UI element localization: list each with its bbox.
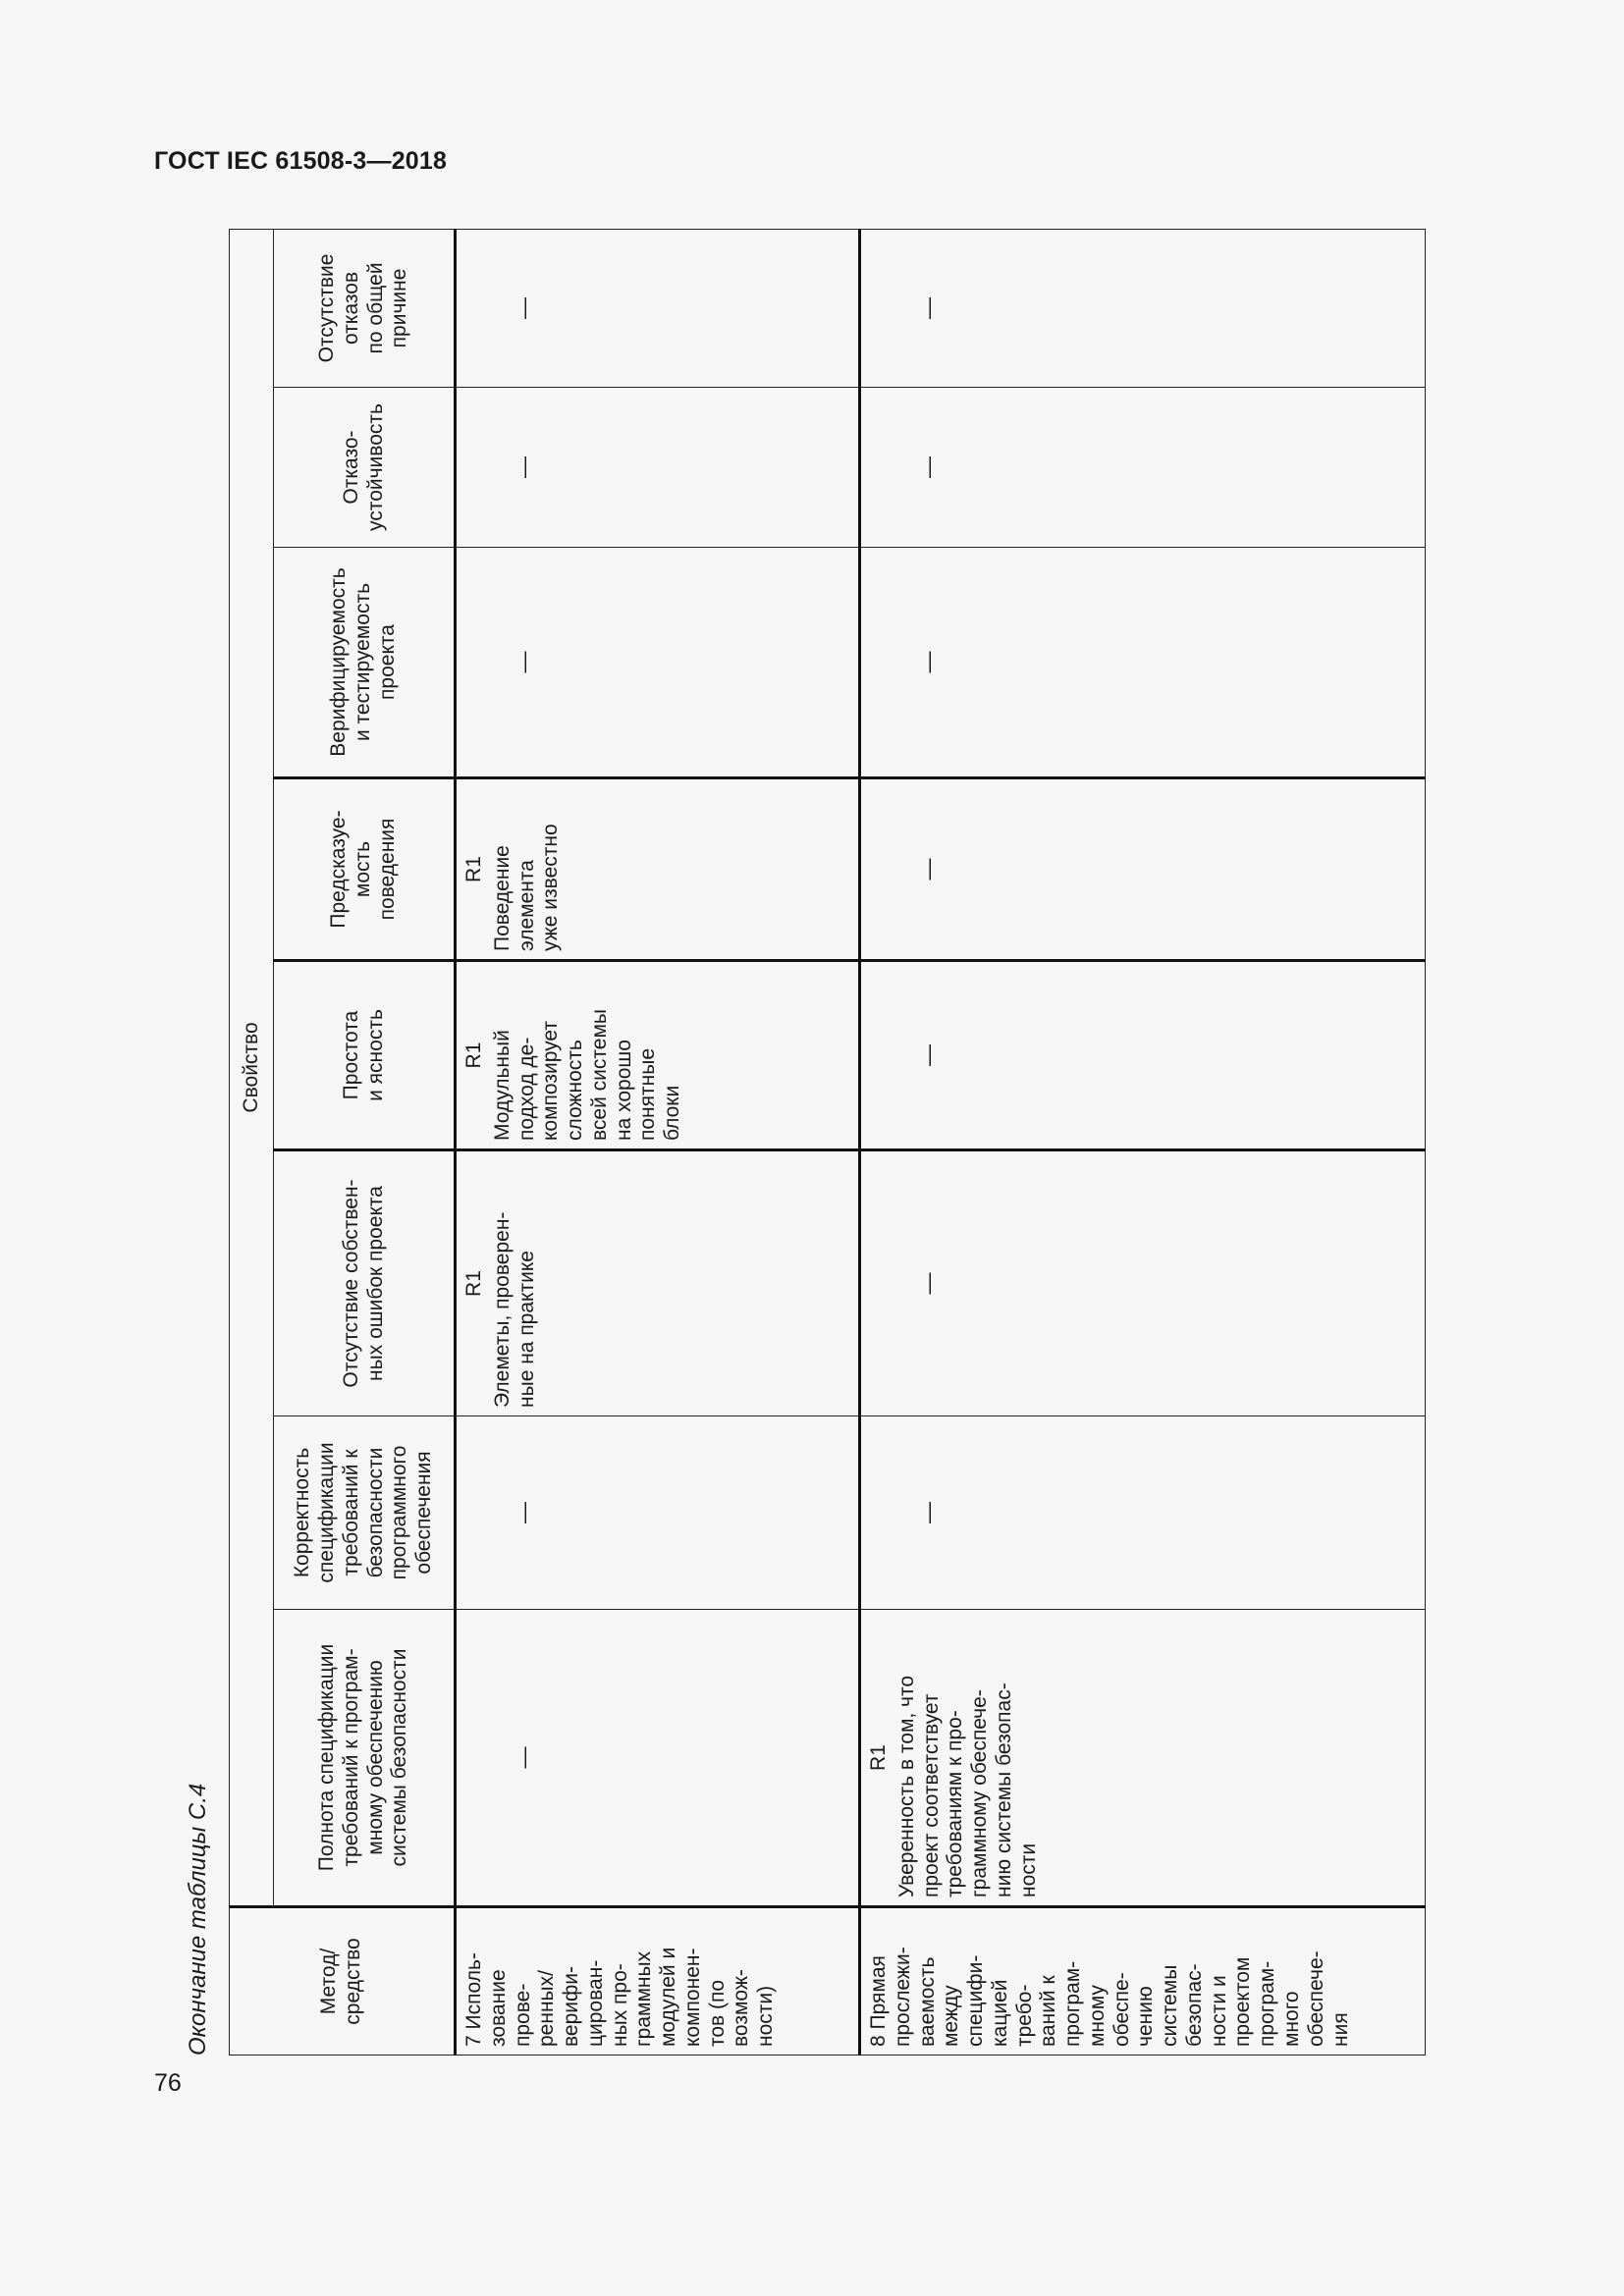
cell-predictability: R1 Поведение элемента уже известно <box>456 778 860 961</box>
cell-simplicity: — <box>860 961 1426 1150</box>
column-header-completeness: Полнота спецификации требований к програм- мному обеспечению системы безопасности <box>274 1610 456 1907</box>
column-header-simplicity: Простота и ясность <box>274 961 456 1150</box>
table-row <box>860 229 1426 2055</box>
cell-simplicity: R1 Модульный подход де- композирует сложность всей системы на хорошо понятные блоки <box>456 961 860 1150</box>
cell-verifiability: — <box>456 548 860 778</box>
table-row <box>456 229 860 2055</box>
cell-correctness: — <box>456 1416 860 1610</box>
cell-verifiability: — <box>860 548 1426 778</box>
column-header-common-cause: Отсутствие отказов по общей причине <box>274 229 456 387</box>
cell-fault-tolerance: — <box>456 388 860 548</box>
rotated-table-block <box>185 230 1425 2056</box>
properties-table <box>229 229 1426 2056</box>
cell-completeness: — <box>456 1610 860 1907</box>
method-header: Метод/ средство <box>230 1907 456 2056</box>
cell-completeness: R1 Уверенность в том, что проект соответствует требованиям к про- граммному обеспече- нию системы безопас- ности <box>860 1610 1426 1907</box>
cell-common-cause: — <box>860 229 1426 387</box>
cell-common-cause: — <box>456 229 860 387</box>
column-header-predictability: Предсказуе- мость поведения <box>274 778 456 961</box>
column-header-verifiability: Верифицируемость и тестируемость проекта <box>274 548 456 778</box>
column-header-fault-tolerance: Отказо- устойчивость <box>274 388 456 548</box>
property-group-header: Свойство <box>230 229 274 1906</box>
cell-fault-tolerance: — <box>860 388 1426 548</box>
cell-design-faults: R1 Элеметы, проверен- ные на практике <box>456 1150 860 1416</box>
column-header-design-faults: Отсутствие собствен- ных ошибок проекта <box>274 1150 456 1416</box>
document-header: ГОСТ IEC 61508-3—2018 <box>154 147 448 175</box>
cell-predictability: — <box>860 778 1426 961</box>
cell-design-faults: — <box>860 1150 1426 1416</box>
column-header-correctness: Корректность спецификации требований к безопасности программного обеспечения <box>274 1416 456 1610</box>
method-cell: 7 Исполь- зование прове- ренных/ верифи- цирован- ных про- граммных модулей и компонен- тов (по возмож- ности) <box>456 1907 860 2056</box>
page-number: 76 <box>154 2069 182 2097</box>
method-cell: 8 Прямая прослежи- ваемость между специфи- кацией требо- ваний к програм- мному обеспе- чению системы безопас- ности и проектом програм- много обеспече- ния <box>860 1907 1426 2056</box>
cell-correctness: — <box>860 1416 1426 1610</box>
table-caption: Окончание таблицы С.4 <box>185 1783 211 2056</box>
